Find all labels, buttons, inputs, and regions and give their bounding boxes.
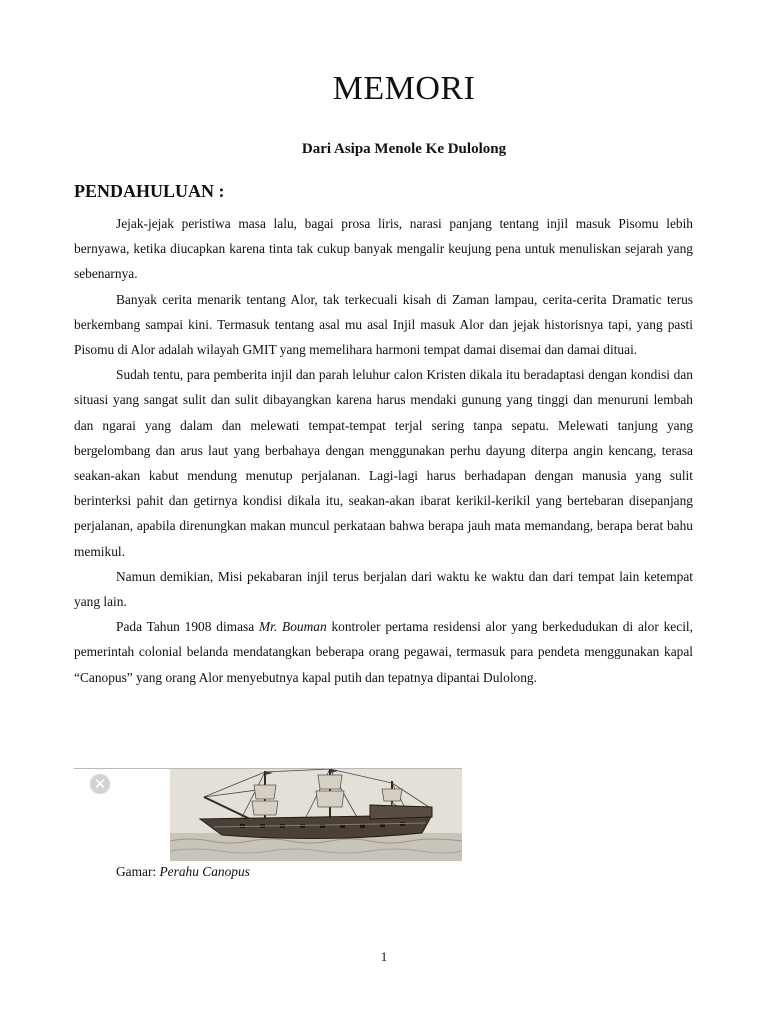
paragraph-5-start: Pada Tahun 1908 dimasa [116,619,259,635]
paragraph-5 [74,614,693,690]
document-title: MEMORI [332,70,476,107]
paragraph-4: Namun demikian, Misi pekabaran injil terus berjalan dari waktu ke waktu dan dari tempat lain ketempat yang lain. [74,568,693,610]
figure-caption [116,864,250,880]
paragraph-1: Jejak-jejak peristiwa masa lalu, bagai prosa liris, narasi panjang tentang injil masuk Pisomu lebih bernyawa, ketika diucapkan karena tinta tak cukup banyak mengalir keujung pena untuk menuliskan sejarah yang sebenarnya. [74,216,693,282]
section-heading: PENDAHULUAN : [74,181,225,201]
caption-title: Perahu Canopus [159,864,250,879]
ship-figure [74,768,462,861]
paragraph-2: Banyak cerita menarik tentang Alor, tak terkecuali kisah di Zaman lampau, cerita-cerita Dramatic terus berkembang sampai kini. Termasuk tentang asal mu asal Injil masuk Alor dan jejak historisnya tapi, yang pasti Pisomu di Alor adalah wilayah GMIT yang memelihara harmoni tempat damai disemai dan damai dituai. [74,291,693,358]
document-subtitle: Dari Asipa Menole Ke Dulolong [301,141,507,157]
body-text [74,211,693,690]
paragraph-3: Sudah tentu, para pemberita injil dan parah leluhur calon Kristen dikala itu beradaptasi dengan kondisi dan situasi yang sangat sulit dan sulit dibayangkan karena harus mendaki gunung yang tinggi dan menuruni lembah dan ngarai yang dalam dan melewati tempat-tempat terjal sering tanpa sepatu. Melewati tanjung yang bergelombang dan arus laut yang berbahaya dengan menggunakan perhu dayung diterpa angin kencang, terasa seakan-akan kabut mendung menutup perjalanan. Lagi-lagi harus berhadapan dengan manusia yang sulit berinterksi pahit dan getirnya kondisi dikala itu, seakan-akan ibarat kerikil-kerikil yang bertebaran disepanjang perjalanan, apabila direnungkan makan muncul perkataan bahwa berapa jauh mata memandang, berapa berat bahu memikul. [74,367,693,559]
caption-prefix: Gamar: [116,864,160,879]
page-number: 1 [380,949,388,964]
ship-illustration [170,769,462,861]
paragraph-5-end: kontroler pertama residensi alor yang berkedudukan di alor kecil, pemerintah colonial belanda mendatangkan beberapa orang pegawai, termasuk para pendeta menggunakan kapal “Canopus” yang orang Alor menyebutnya kapal putih dan tepatnya dipantai Dulolong. [74,619,693,685]
paragraph-5-name: Mr. Bouman [258,619,327,635]
close-icon[interactable]: ✕ [90,774,110,794]
